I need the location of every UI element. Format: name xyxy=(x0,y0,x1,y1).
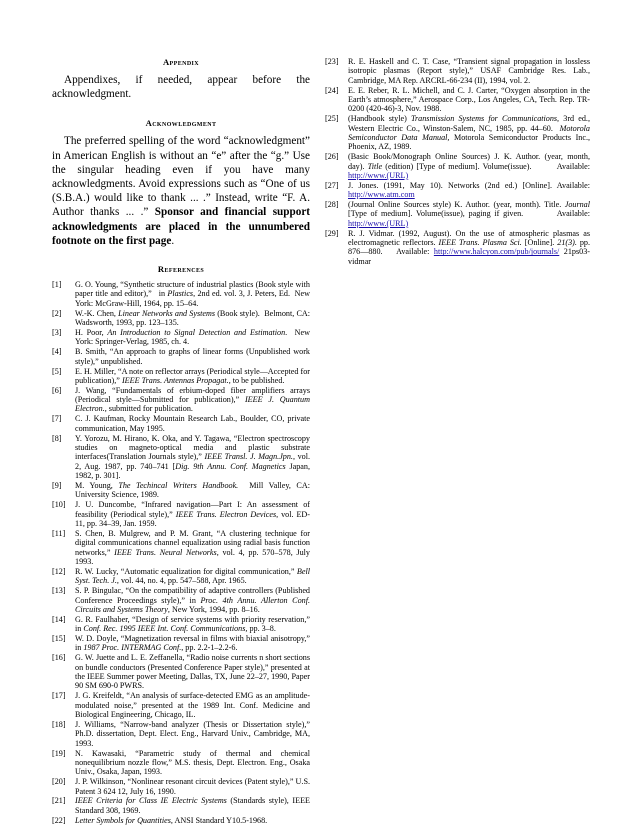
reference-number: [10] xyxy=(52,500,66,510)
reference-italic-text: Bell Syst. Tech. J. xyxy=(75,566,310,586)
reference-item xyxy=(325,57,590,85)
reference-number: [15] xyxy=(52,634,66,644)
reference-text: E. E. Reber, R. L. Michell, and C. J. Carter, “Oxygen absorption in the Earth’s atmosphere,” Aerospace Corp., Los Angeles, CA, Tech. Rep. TR-0200 (420-46)-3, Nov. 1988. xyxy=(348,85,590,114)
reference-text: , ANSI Standard Y10.5-1968. xyxy=(170,815,268,825)
reference-text: M. Young, xyxy=(75,481,119,490)
reference-text: Japan, 1982, p. 301]. xyxy=(75,461,311,481)
reference-number: [5] xyxy=(52,366,62,376)
acknowledgment-text xyxy=(52,134,310,248)
reference-text: (Basic Book/Monograph Online Sources) J. K. Author. (year, month, day). xyxy=(348,152,590,171)
reference-item xyxy=(52,615,310,634)
reference-number: [4] xyxy=(52,347,62,357)
reference-text: J. G. Kreifeldt, “An analysis of surface-detected EMG as an amplitude-modulated noise,” presented at the 1989 Int. Conf. Medicine and Biological Engineering, Chicago, IL. xyxy=(75,691,310,719)
reference-number: [23] xyxy=(325,57,339,66)
reference-italic-text: IEEE Trans. Plasma Sci. xyxy=(438,238,522,248)
reference-text: Y. Yorozu, M. Hirano, K. Oka, and Y. Tagawa, “Electron spectroscopy studies on magneto-optical media and plastic substrate interfaces(Translation Journals style),” xyxy=(75,433,310,462)
reference-number: [6] xyxy=(52,385,62,395)
reference-number: [25] xyxy=(325,114,339,124)
reference-number: [19] xyxy=(52,748,66,758)
reference-link[interactable]: http://www.halcyon.com/pub/journals/ xyxy=(433,247,560,257)
reference-item xyxy=(52,529,310,566)
reference-text: 21ps03-vidmar xyxy=(348,247,590,266)
reference-text: R. W. Lucky, “Automatic equalization for digital communication,” xyxy=(75,566,297,576)
reference-text: C. J. Kaufman, Rocky Mountain Research Lab., Boulder, CO, private communication, May 1995. xyxy=(75,414,310,433)
reference-item xyxy=(325,229,590,266)
reference-text: S. Chen, B. Mulgrew, and P. M. Grant, “A clustering technique for digital communications channel equalization using radial basis function networks,” xyxy=(75,528,310,557)
reference-text: Mill Valley, CA: University Science, 1989. xyxy=(75,481,310,500)
reference-item xyxy=(52,367,310,386)
reference-link[interactable]: http://www.(URL) xyxy=(348,170,409,180)
reference-number: [11] xyxy=(52,528,66,538)
reference-italic-text: IEEE J. Quantum Electron. xyxy=(75,395,310,414)
reference-item xyxy=(325,86,590,114)
reference-item xyxy=(52,386,310,414)
reference-item xyxy=(52,691,310,719)
reference-text: , 2nd ed. vol. 3, J. Peters, Ed. New York: McGraw-Hill, 1964, pp. 15–64. xyxy=(75,289,310,308)
reference-italic-text: 1987 Proc. INTERMAG Conf. xyxy=(83,643,182,653)
reference-text: (Standards style), IEEE Standard 308, 1969. xyxy=(75,796,310,815)
reference-item xyxy=(325,152,590,180)
reference-text: , vol. ED-11, pp. 34–39, Jan. 1959. xyxy=(75,509,311,528)
left-column xyxy=(52,57,310,826)
reference-number: [3] xyxy=(52,327,62,337)
reference-number: [20] xyxy=(52,777,66,787)
reference-text: G. O. Young, “Synthetic structure of industrial plastics (Book style with paper title and editor),” in xyxy=(75,280,310,299)
reference-italic-text: Proc. 4th Annu. Allerton Conf. Circuits and Systems Theory xyxy=(75,595,310,614)
reference-text: 3rd ed., Western Electric Co., Winston-Salem, NC, 1985, pp. 44–60. xyxy=(348,114,590,133)
reference-item xyxy=(52,634,310,653)
reference-item xyxy=(52,481,310,500)
reference-number: [1] xyxy=(52,280,62,290)
reference-text: E. H. Miller, “A note on reflector arrays (Periodical style—Accepted for publication),” xyxy=(75,366,310,385)
reference-text: , submitted for publication. xyxy=(104,404,193,414)
reference-number: [29] xyxy=(325,228,339,238)
reference-number: [7] xyxy=(52,414,62,424)
reference-item xyxy=(52,434,310,481)
reference-italic-text: The Techincal Writers Handbook. xyxy=(118,481,239,490)
reference-italic-text: An Introduction to Signal Detection and Estimation xyxy=(107,327,286,337)
reference-item xyxy=(52,720,310,748)
reference-italic-text: IEEE Trans. Neural Networks xyxy=(114,547,217,557)
reference-italic-text: Journal xyxy=(564,200,590,210)
reference-item xyxy=(52,567,310,586)
reference-item xyxy=(52,280,310,308)
reference-number: [12] xyxy=(52,566,66,576)
reference-text: G. R. Faulhaber, “Design of service systems with priority reservation,” in xyxy=(75,614,310,634)
acknowledgment-bold-note: Sponsor and financial support acknowledgments are placed in the unnumbered footnote on the first page xyxy=(52,206,311,247)
reference-item xyxy=(52,414,310,433)
reference-italic-text: IEEE Trans. Antennas Propagat. xyxy=(121,375,229,385)
reference-number: [24] xyxy=(325,85,339,95)
reference-text: W.-K. Chen, xyxy=(75,308,119,318)
reference-item xyxy=(52,500,310,528)
reference-text: [Type of medium]. Volume(issue), paging if given. Available: xyxy=(348,209,590,219)
reference-text: , vol. 44, no. 4, pp. 547–588, Apr. 1965. xyxy=(116,576,247,586)
reference-italic-text: IEEE Transl. J. Magn.Jpn. xyxy=(204,452,293,462)
reference-italic-text: IEEE Trans. Electron Devices xyxy=(175,509,277,519)
references-heading: References xyxy=(157,264,205,275)
reference-text: [Online]. xyxy=(521,238,558,248)
reference-text: (Journal Online Sources style) K. Author. (year, month). Title. xyxy=(348,200,565,210)
reference-link[interactable]: http://www.atm.com xyxy=(348,190,415,200)
acknowledgment-heading: Acknowledgment xyxy=(145,118,217,129)
reference-italic-text: Motorola Semiconductor Data Manual, xyxy=(348,123,590,142)
reference-text: R. J. Vidmar. (1992, August). On the use of atmospheric plasmas as electromagnetic reflectors. xyxy=(348,228,590,248)
reference-text: B. Smith, “An approach to graphs of linear forms (Unpublished work style),” unpublished. xyxy=(75,347,310,366)
reference-number: [21] xyxy=(52,796,66,806)
reference-item xyxy=(325,114,590,151)
reference-item xyxy=(325,200,590,228)
reference-number: [16] xyxy=(52,653,66,663)
reference-number: [14] xyxy=(52,614,66,624)
appendix-heading: Appendix xyxy=(162,57,200,67)
reference-number: [17] xyxy=(52,691,66,701)
reference-text: H. Poor, xyxy=(75,327,108,337)
references-list-right xyxy=(325,57,590,266)
reference-text: . New York: Springer-Verlag, 1985, ch. 4. xyxy=(75,327,310,347)
reference-number: [22] xyxy=(52,815,66,825)
reference-item xyxy=(52,586,310,614)
reference-item xyxy=(52,816,310,825)
reference-text: , New York, 1994, pp. 8–16. xyxy=(167,604,260,614)
reference-italic-text: Transmission Systems for Communications, xyxy=(410,114,560,124)
reference-italic-text: Conf. Rec. 1995 IEEE Int. Conf. Communications, xyxy=(83,624,248,634)
reference-text: pp. 876—880. Available: xyxy=(348,238,591,257)
reference-number: [27] xyxy=(325,180,339,190)
right-column xyxy=(325,57,590,267)
reference-text: J. Wang, “Fundamentals of erbium-doped fiber amplifiers arrays (Periodical style—Submitted for publication),” xyxy=(75,385,310,405)
appendix-text: Appendixes, if needed, appear before the acknowledgment. xyxy=(52,74,310,101)
reference-item xyxy=(52,777,310,796)
acknowledgment-end: . xyxy=(171,234,175,247)
reference-text: pp. 3–8. xyxy=(247,624,276,634)
reference-text: (Handbook style) xyxy=(348,114,411,124)
reference-text: (edition) [Type of medium]. Volume(issue). Available: xyxy=(382,161,591,171)
reference-italic-text: Title xyxy=(367,161,383,171)
reference-text: W. D. Doyle, “Magnetization reversal in films with biaxial anisotropy,” in xyxy=(75,634,310,653)
reference-text: J. P. Wilkinson, “Nonlinear resonant circuit devices (Patent style),” U.S. Patent 3 624 12, July 16, 1990. xyxy=(75,777,310,796)
reference-number: [13] xyxy=(52,586,66,596)
reference-item xyxy=(52,328,310,347)
reference-text: , pp. 2.2-1–2.2-6. xyxy=(181,643,238,653)
reference-text: (Book style). Belmont, CA: Wadsworth, 1993, pp. 123–135. xyxy=(75,308,310,327)
reference-text: , to be published. xyxy=(228,375,285,385)
reference-text: , vol. 2, Aug. 1987, pp. 740–741 [ xyxy=(75,452,310,471)
reference-text: J. U. Duncombe, “Infrared navigation—Part I: An assessment of feasibility (Periodical style),” xyxy=(75,500,310,519)
reference-text: R. E. Haskell and C. T. Case, “Transient signal propagation in lossless isotropic plasmas (Report style),” USAF Cambridge Res. Lab., Cambridge, MA Rep. ARCRL-66-234 (II), 1994, vol. 2. xyxy=(348,57,590,85)
reference-italic-text: 21(3). xyxy=(557,238,577,248)
reference-number: [2] xyxy=(52,308,62,318)
reference-number: [28] xyxy=(325,200,339,210)
reference-text: , vol. 4, pp. 570–578, July 1993. xyxy=(75,547,310,566)
acknowledgment-body: The preferred spelling of the word “acknowledgment” in American English is without an “e” after the “g.” Use the singular heading even if you have many acknowledgments. Avoid expressions such as “One of us (S.B.A.) would like to thank ... .” Instead, write “F. A. Author thanks ... .” xyxy=(52,135,310,219)
reference-item xyxy=(52,653,310,690)
reference-text: S. P. Bingulac, “On the compatibility of adaptive controllers (Published Conference Proceedings style),” in xyxy=(75,586,310,605)
reference-italic-text: IEEE Criteria for Class IE Electric Systems xyxy=(75,796,227,806)
reference-item xyxy=(52,749,310,777)
reference-number: [8] xyxy=(52,433,62,443)
reference-item xyxy=(52,309,310,328)
reference-text: J. Jones. (1991, May 10). Networks (2nd ed.) [Online]. Available: xyxy=(348,180,590,190)
reference-italic-text: Dig. 9th Annu. Conf. Magnetics xyxy=(175,461,286,471)
reference-italic-text: Letter Symbols for Quantities xyxy=(75,815,171,825)
reference-text: G. W. Juette and L. E. Zeffanella, “Radio noise currents n short sections on bundle conductors (Presented Conference Paper style),” presented at the IEEE Summer power Meeting, Dallas, TX, June 22–27, 1990, Paper 90 SM 690-0 PWRS. xyxy=(75,653,310,691)
reference-number: [9] xyxy=(52,481,62,490)
reference-item xyxy=(325,181,590,200)
reference-link[interactable]: http://www.(URL) xyxy=(348,218,409,228)
references-list-left xyxy=(52,280,310,825)
reference-item xyxy=(52,347,310,366)
reference-text: J. Williams, “Narrow-band analyzer (Thesis or Dissertation style),” Ph.D. dissertation, Dept. Elect. Eng., Harvard Univ., Cambridge, MA, 1993. xyxy=(75,719,310,748)
reference-italic-text: Plastics xyxy=(167,289,194,299)
reference-text: Motorola Semiconductor Products Inc., Phoenix, AZ, 1989. xyxy=(348,132,591,152)
reference-text: N. Kawasaki, “Parametric study of thermal and chemical nonequilibrium nozzle flow,” M.S. thesis, Dept. Electron. Eng., Osaka Univ., Osaka, Japan, 1993. xyxy=(75,748,310,777)
reference-number: [26] xyxy=(325,152,339,162)
reference-number: [18] xyxy=(52,719,66,729)
reference-italic-text: Linear Networks and Systems xyxy=(118,308,216,318)
reference-item xyxy=(52,796,310,815)
